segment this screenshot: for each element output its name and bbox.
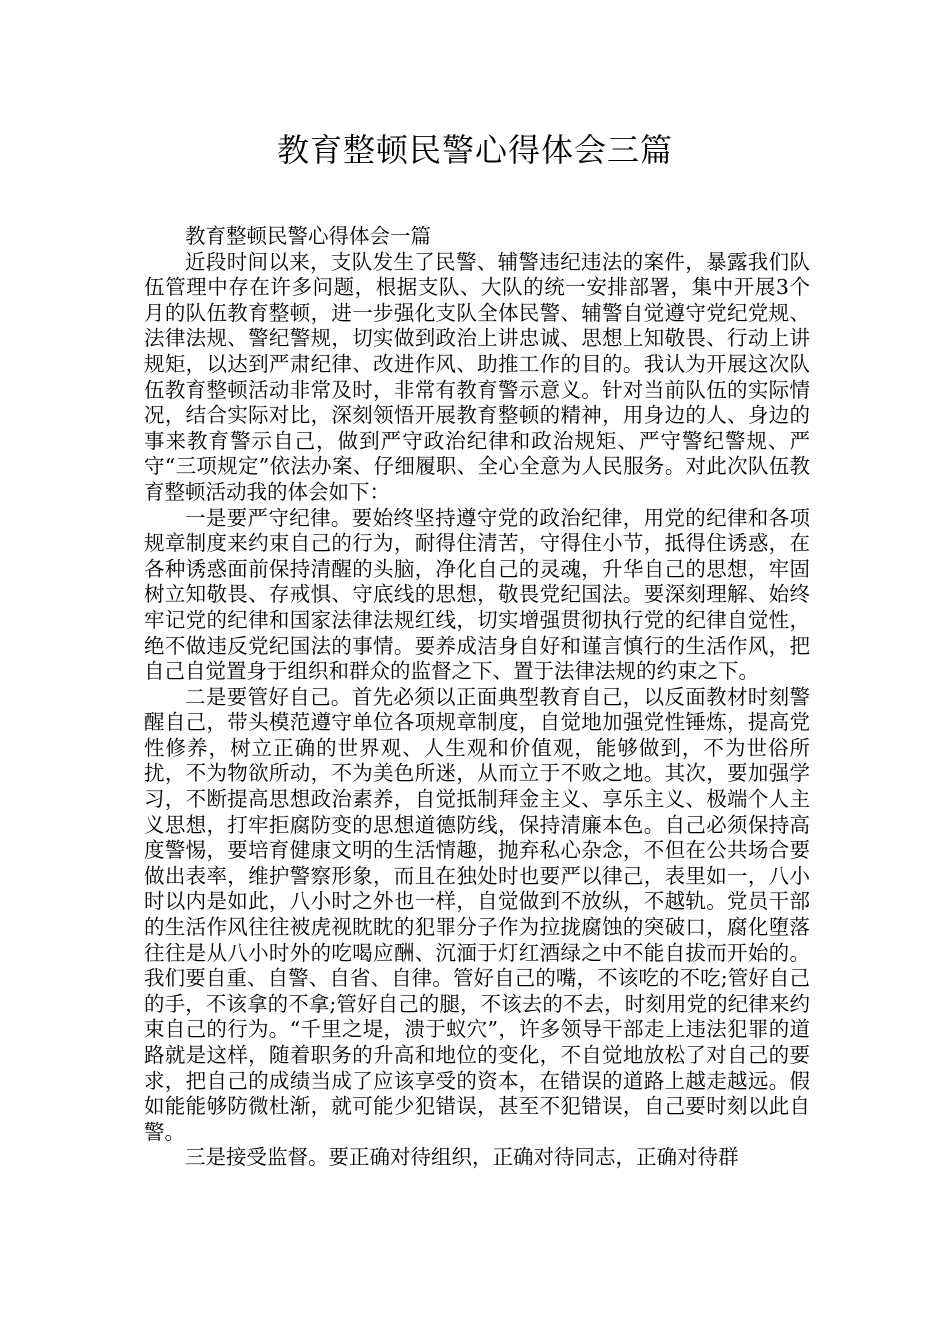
- section-heading: 教育整顿民警心得体会一篇: [185, 224, 431, 248]
- paragraph: 一是要严守纪律。要始终坚持遵守党的政治纪律，用党的纪律和各项规章制度来约束自己的行为，耐得住清苦，守得住小节，抵得住诱惑，在各种诱惑面前保持清醒的头脑，净化自己的灵魂，升华自己的思想，牢固树立知敬畏、存戒惧、守底线的思想，敬畏党纪国法。要深刻理解、始终牢记党的纪律和国家法律法规红线，切实增强贯彻执行党的纪律自觉性，绝不做违反党纪国法的事情。要养成洁身自好和谨言慎行的生活作风，把自己自觉置身于组织和群众的监督之下、置于法律法规的约束之下。: [144, 505, 810, 684]
- document-title: 教育整顿民警心得体会三篇: [276, 131, 673, 169]
- paragraph: 近段时间以来，支队发生了民警、辅警违纪违法的案件，暴露我们队伍管理中存在许多问题，根据支队、大队的统一安排部署，集中开展3个月的队伍教育整顿，进一步强化支队全体民警、辅警自觉遵守党纪党规、法律法规、警纪警规，切实做到政治上讲忠诚、思想上知敬畏、行动上讲规矩，以达到严肃纪律、改进作风、助推工作的目的。我认为开展这次队伍教育整顿活动非常及时，非常有教育警示意义。针对当前队伍的实际情况，结合实际对比，深刻领悟开展教育整顿的精神，用身边的人、身边的事来教育警示自己，做到严守政治纪律和政治规矩、严守警纪警规、严守“三项规定”依法办案、仔细履职、全心全意为人民服务。对此次队伍教育整顿活动我的体会如下：: [144, 249, 810, 504]
- paragraph: 二是要管好自己。首先必须以正面典型教育自己，以反面教材时刻警醒自己，带头模范遵守单位各项规章制度，自觉地加强党性锤炼，提高党性修养，树立正确的世界观、人生观和价值观，能够做到，不为世俗所扰，不为物欲所动，不为美色所迷，从而立于不败之地。其次，要加强学习，不断提高思想政治素养，自觉抵制拜金主义、享乐主义、极端个人主义思想，打牢拒腐防变的思想道德防线，保持清廉本色。自己必须保持高度警惕，要培育健康文明的生活情趣，抛弃私心杂念，不但在公共场合要做出表率，维护警察形象，而且在独处时也要严以律己，表里如一，八小时以内是如此，八小时之外也一样，自觉做到不放纵，不越轨。党员干部的生活作风往往被虎视眈眈的犯罪分子作为拉拢腐蚀的突破口，腐化堕落往往是从八小时外的吃喝应酬、沉湎于灯红酒绿之中不能自拔而开始的。我们要自重、自警、自省、自律。管好自己的嘴，不该吃的不吃;管好自己的手，不该拿的不拿;管好自己的腿，不该去的不去，时刻用党的纪律来约束自己的行为。“千里之堤，溃于蚁穴”，许多领导干部走上违法犯罪的道路就是这样，随着职务的升高和地位的变化，不自觉地放松了对自己的要求，把自己的成绩当成了应该享受的资本，在错误的道路上越走越远。假如能能够防微杜渐，就可能少犯错误，甚至不犯错误，自己要时刻以此自警。: [144, 684, 810, 1144]
- paragraph: 三是接受监督。要正确对待组织，正确对待同志，正确对待群: [185, 1145, 739, 1170]
- document-body: [144, 224, 810, 1171]
